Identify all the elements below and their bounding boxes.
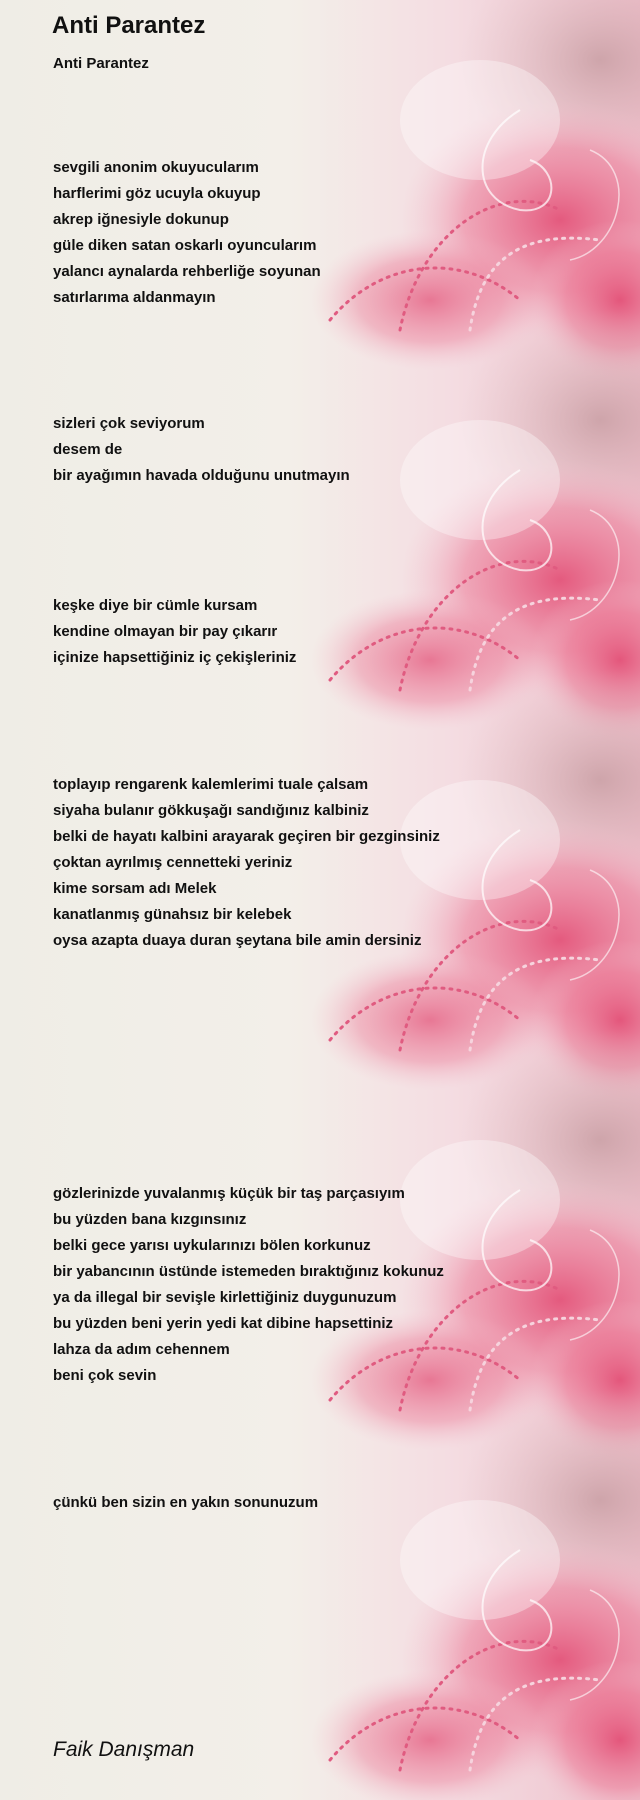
stanza-5 [53,1181,444,1389]
poem-line: kime sorsam adı Melek [53,880,217,897]
poem-line: güle diken satan oskarlı oyuncularım [53,237,317,254]
stanza-1 [53,155,321,311]
poem-line: oysa azapta duaya duran şeytana bile amin dersiniz [53,932,422,949]
poem-line: çünkü ben sizin en yakın sonunuzum [53,1494,319,1511]
stanza-2 [53,411,350,489]
poem-line: siyaha bulanır gökkuşağı sandığınız kalbiniz [53,802,369,819]
poem-author: Faik Danışman [53,1738,195,1761]
poem-line: lahza da adım cehennem [53,1341,230,1358]
poem-line: keşke diye bir cümle kursam [53,597,258,614]
poem-title: Anti Parantez [52,12,206,39]
poem-line: sevgili anonim okuyucularım [53,159,259,176]
poem-line: içinize hapsettiğiniz iç çekişleriniz [53,649,297,666]
poem-line: sizleri çok seviyorum [53,415,205,432]
poem-line: bir yabancının üstünde istemeden bıraktığınız kokunuz [53,1263,444,1280]
poem-line: gözlerinizde yuvalanmış küçük bir taş parçasıyım [53,1185,405,1202]
poem-line: harflerimi göz ucuyla okuyup [53,185,261,202]
poem-line: yalancı aynalarda rehberliğe soyunan [53,263,321,280]
poem-line: belki de hayatı kalbini arayarak geçiren bir gezginsiniz [53,828,440,845]
poem-line: belki gece yarısı uykularınızı bölen korkunuz [53,1237,371,1254]
poem-line: ya da illegal bir sevişle kirlettiğiniz duygunuzum [53,1289,397,1306]
poem-line: toplayıp rengarenk kalemlerimi tuale çalsam [53,776,369,793]
poem-line: kanatlanmış günahsız bir kelebek [53,906,292,923]
poem-line: desem de [53,441,123,458]
poem-line: bu yüzden bana kızgınsınız [53,1211,247,1228]
poem-line: beni çok sevin [53,1367,157,1384]
stanza-4 [53,772,440,954]
poem-line: bu yüzden beni yerin yedi kat dibine hapsettiniz [53,1315,394,1332]
stanza-6 [53,1490,318,1516]
poem-line: kendine olmayan bir pay çıkarır [53,623,278,640]
poem-subtitle: Anti Parantez [53,55,149,72]
poem-line: çoktan ayrılmış cennetteki yeriniz [53,854,293,871]
stanza-3 [53,593,296,671]
poem-line: akrep iğnesiyle dokunup [53,211,229,228]
poem-line: bir ayağımın havada olduğunu unutmayın [53,467,350,484]
poem-line: satırlarıma aldanmayın [53,289,216,306]
